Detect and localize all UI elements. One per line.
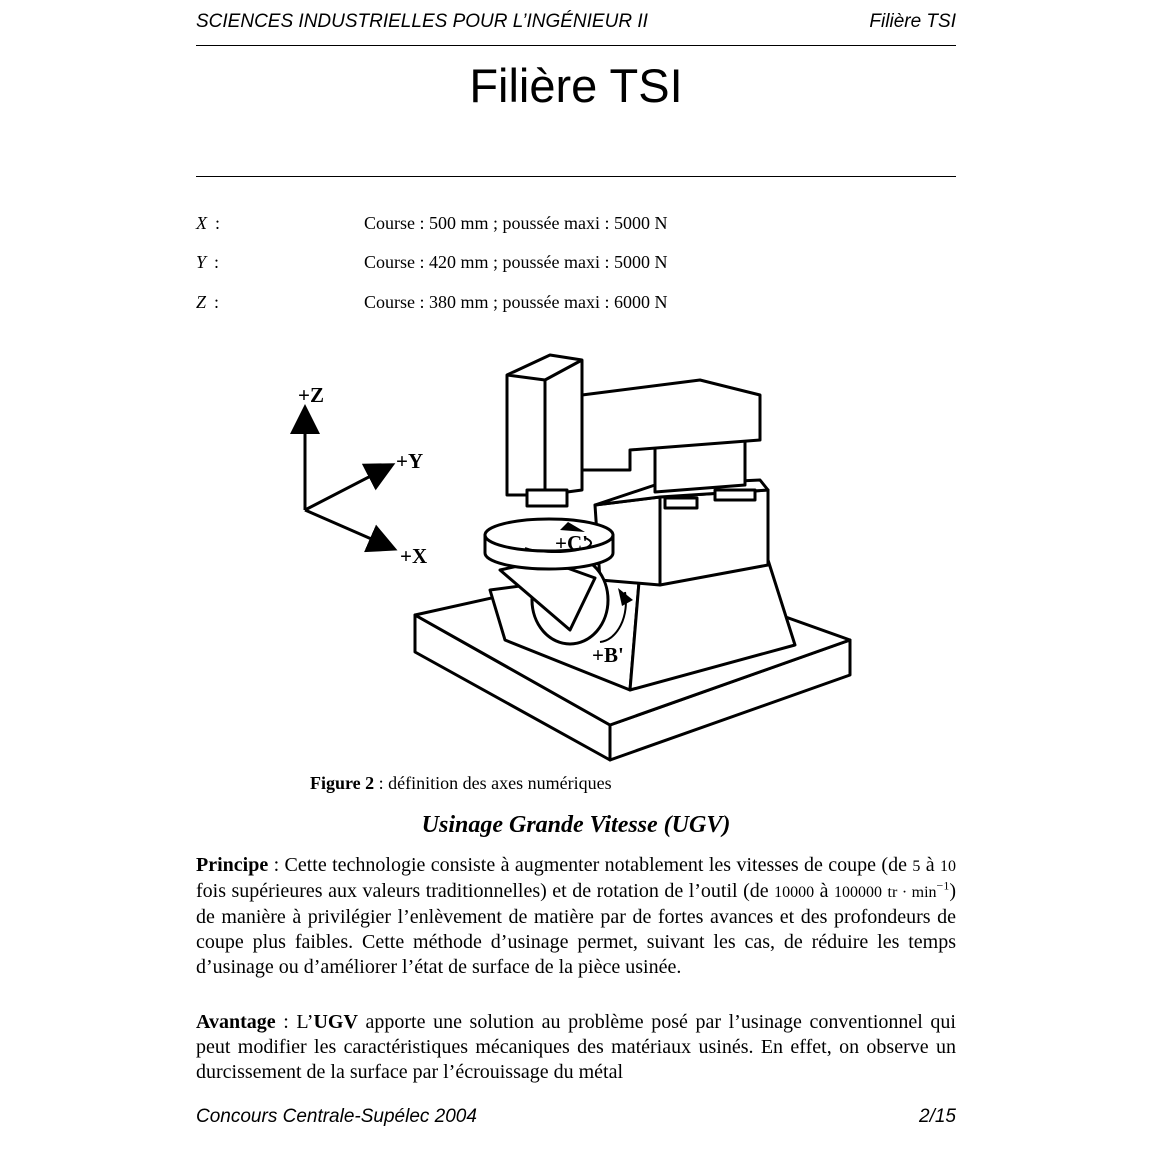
axis-spec: Course : 420 mm ; poussée maxi : 5000 N bbox=[364, 252, 668, 272]
paragraph-avantage: Avantage : L’UGV apporte une solution au problème posé par l’usinage conventionnel qui peut modifier les caractéristiques mécaniques des matériaux usinés. En effet, on observe un durcissement de la surface par l’écrouissage du métal bbox=[196, 1011, 956, 1083]
axis-row-z bbox=[196, 292, 956, 316]
section-title: Usinage Grande Vitesse (UGV) bbox=[421, 812, 731, 838]
axis-row-x bbox=[196, 213, 956, 237]
axis-spec: Course : 380 mm ; poussée maxi : 6000 N bbox=[364, 292, 668, 312]
avantage-label: Avantage bbox=[196, 1011, 276, 1033]
machine-drawing bbox=[305, 355, 850, 760]
page-header bbox=[196, 11, 956, 37]
label-plus-c: +C' bbox=[555, 531, 588, 555]
paragraph-principe: Principe : Cette technologie consiste à augmenter notablement les vitesses de coupe (de 5 à 10 fois supérieures aux valeurs traditionnelles) et de rotation de l’outil (de 10000 à 100000 tr · $\min^{-1}$) de manière à privilégier l’enlèvement de matière par de fortes avances et des profondeurs de coupe plus faibles. Cette méthode d’usinage permet, suivant les cas, de réduire les temps d’usinage ou d’améliorer l’état de surface de la pièce usinée. bbox=[196, 854, 956, 978]
figure-caption bbox=[310, 773, 612, 794]
caption-label: Figure 2 bbox=[310, 773, 375, 793]
axis-spec: Course : 500 mm ; poussée maxi : 5000 N bbox=[364, 213, 668, 233]
header-rule bbox=[196, 45, 956, 46]
footer-left: Concours Centrale-Supélec 2004 bbox=[196, 1106, 477, 1127]
label-plus-x: +X bbox=[400, 544, 428, 568]
axis-name: Z : bbox=[196, 292, 220, 312]
page-title: Filière TSI bbox=[469, 59, 683, 112]
principe-label: Principe bbox=[196, 854, 269, 876]
title-rule bbox=[196, 176, 956, 177]
header-left: SCIENCES INDUSTRIELLES POUR L’INGÉNIEUR II bbox=[196, 11, 648, 32]
caption-text: : définition des axes numériques bbox=[374, 773, 612, 793]
label-plus-b: +B' bbox=[592, 643, 624, 667]
machine-figure bbox=[290, 350, 860, 770]
page-footer bbox=[196, 1106, 956, 1132]
label-plus-z: +Z bbox=[298, 383, 324, 407]
axis-name: X : bbox=[196, 213, 221, 233]
page-number: 2/15 bbox=[919, 1106, 956, 1127]
header-right: Filière TSI bbox=[869, 11, 956, 32]
axis-name: Y : bbox=[196, 252, 220, 272]
axis-row-y bbox=[196, 252, 956, 276]
label-plus-y: +Y bbox=[396, 449, 424, 473]
